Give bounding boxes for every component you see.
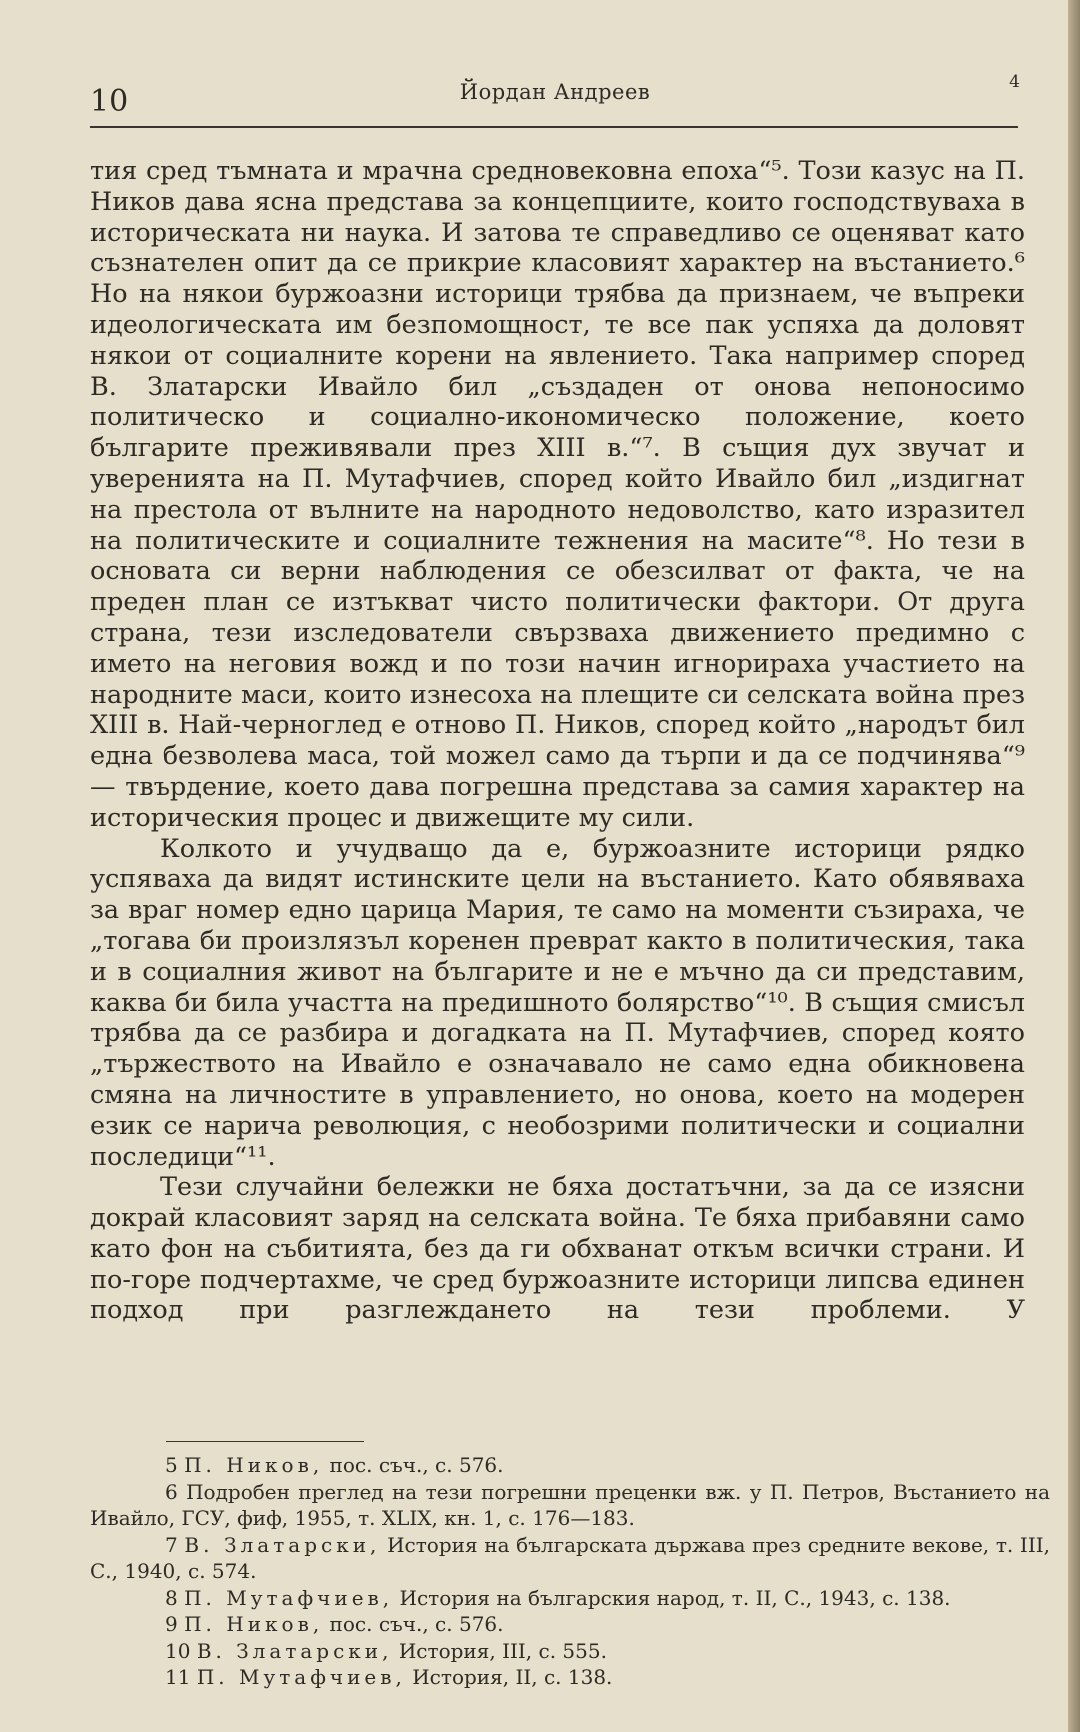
- corner-mark: 4: [1009, 72, 1020, 92]
- footnote-11: [90, 1664, 1050, 1691]
- paragraph-2: Колкото и учудващо да е, буржоазните историци рядко успяваха да видят истинските цели на въстанието. Като обявяваха за враг номер едно царица Мария, те само на моменти съзираха, че „тогава би произлязъл коренен преврат както в политическия, така и в социалния живот на българите и не е мъчно да си представим, каква би била участта на предишното болярство“¹⁰. В същия смисъл трябва да се разбира и догадката на П. Мутафчиев, според която „тържеството на Ивайло е означавало не само една обикновена смяна на личностите в управлението, но онова, което на модерен език се нарича революция, с необозрими политически и социални последици“¹¹.: [90, 833, 1025, 1172]
- footnotes: [90, 1452, 1050, 1691]
- page-edge: [1068, 0, 1080, 1732]
- footnote-number: 7: [165, 1532, 178, 1557]
- footnote-text: История на българската държава през средните векове, т. III, С., 1940, с. 574.: [90, 1532, 1050, 1583]
- footnote-text: История, III, с. 555.: [392, 1638, 607, 1663]
- footnote-number: 8: [165, 1585, 178, 1610]
- paragraph-1: тия сред тъмната и мрачна средновековна епоха“⁵. Този казус на П. Ников дава ясна представа за концепциите, които господствуваха в историческата ни наука. И затова те справедливо се оценяват като съзнателен опит да се прикрие класовият характер на въстанието.⁶ Но на някои буржоазни историци трябва да признаем, че въпреки идеологическата им безпомощност, те все пак успяха да доловят някои от социалните корени на явлението. Така например според В. Златарски Ивайло бил „създаден от онова непоносимо политическо и социално-икономическо положение, което българите преживявали през XIII в.“⁷. В същия дух звучат и уверенията на П. Мутафчиев, според който Ивайло бил „издигнат на престола от вълните на народното недоволство, като изразител на политическите и социалните тежнения на масите“⁸. Но тези в основата си верни наблюдения се обезсилват от факта, че на преден план се изтъкват чисто политически фактори. От друга страна, тези изследователи свързваха движението предимно с името на неговия вожд и по този начин игнорираха участието на народните маси, които изнесоха на плещите си селската война през XIII в. Най-черноглед е отново П. Ников, според който „народът бил една безволева маса, той можел само да търпи и да се подчинява“⁹ — твърдение, което дава погрешна представа за самия характер на историческия процес и движещите му сили.: [90, 156, 1025, 833]
- footnote-number: 9: [165, 1612, 178, 1636]
- footnote-author: П. Мутафчиев,: [184, 1585, 394, 1610]
- running-head-author: Йордан Андреев: [459, 80, 651, 104]
- footnote-author: П. Ников,: [184, 1612, 324, 1636]
- footnote-6: [90, 1479, 1050, 1532]
- footnote-text: История на българския народ, т. II, С., 1943, с. 138.: [393, 1585, 951, 1610]
- footnote-number: 6: [165, 1479, 178, 1504]
- footnote-number: 10: [165, 1638, 191, 1663]
- footnote-10: [90, 1638, 1050, 1665]
- footnote-author: П. Мутафчиев,: [196, 1665, 406, 1689]
- footnote-text: пос. съч., с. 576.: [323, 1453, 504, 1477]
- footnote-9: [90, 1611, 1050, 1638]
- footnote-author: П. Ников,: [184, 1453, 324, 1477]
- footnote-5: [90, 1452, 1050, 1479]
- page-header: [90, 72, 1020, 130]
- footnote-rule: [166, 1441, 364, 1442]
- page-number: 10: [90, 84, 129, 119]
- footnote-author: В. Златарски,: [196, 1638, 393, 1663]
- footnote-number: 5: [165, 1453, 178, 1477]
- footnote-author: В. Златарски,: [184, 1532, 381, 1557]
- footnote-8: [90, 1585, 1050, 1612]
- footnote-text: История, II, с. 138.: [405, 1665, 613, 1689]
- footnote-text: пос. съч., с. 576.: [323, 1612, 504, 1636]
- header-rule: [90, 126, 1018, 128]
- footnote-text: Подробен преглед на тези погрешни преценки вж. у П. Петров, Въстанието на Ивайло, ГСУ, фиф, 1955, т. XLIX, кн. 1, с. 176—183.: [90, 1479, 1050, 1530]
- footnote-number: 11: [165, 1665, 191, 1689]
- paragraph-3: Тези случайни бележки не бяха достатъчни, за да се изясни докрай класовият заряд на селската война. Те бяха прибавяни само като фон на събитията, без да ги обхванат откъм всички страни. И по-горе подчертахме, че сред буржоазните историци липсва единен подход при разглеждането на тези проблеми. У: [90, 1172, 1025, 1326]
- body-text: [90, 156, 1025, 1326]
- footnote-7: [90, 1532, 1050, 1585]
